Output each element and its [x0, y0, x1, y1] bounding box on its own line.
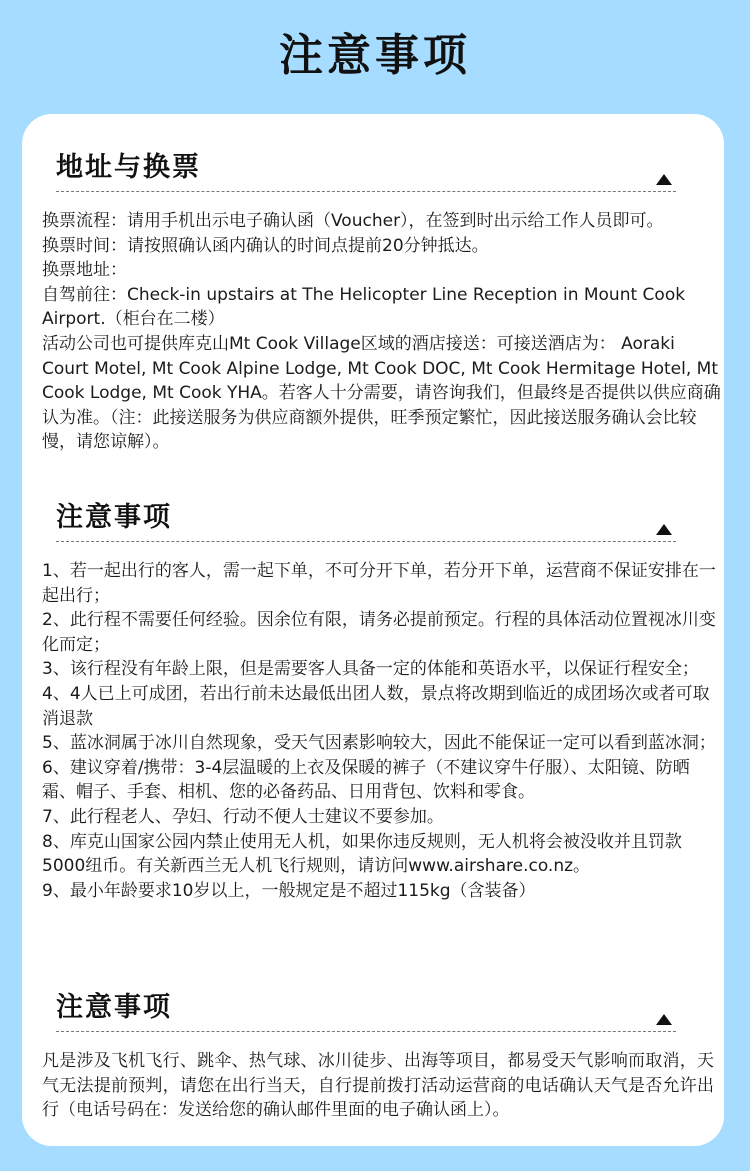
content-card: [22, 114, 724, 1146]
list-item: 6、建议穿着/携带：3-4层温暖的上衣及保暖的裤子（不建议穿牛仔服）、太阳镜、防晒霜、帽子、手套、相机、您的必备药品、日用背包、饮料和零食。: [42, 757, 690, 803]
paragraph: 活动公司也可提供库克山Mt Cook Village区域的酒店接送：可接送酒店为： Aoraki Court Motel, Mt Cook Alpine Lodge, Mt Cook DOC, Mt Cook Hermitage Hotel, Mt Cook Lodge, Mt Cook YHA。若客人十分需要，请咨询我们，但最终是否提供以供应商确认为准。（注：此接送服务为供应商额外提供，旺季预定繁忙，因此接送服务确认会比较慢，请您谅解）。: [42, 333, 721, 453]
section-title: 地址与换票: [56, 152, 201, 183]
list-item: 1、若一起出行的客人，需一起下单，不可分开下单，若分开下单，运营商不保证安排在一起出行；: [42, 561, 716, 606]
section-body: [42, 559, 722, 903]
list-item: 9、最小年龄要求10岁以上，一般规定是不超过115kg（含装备）: [42, 880, 536, 901]
paragraph: 自驾前往：Check-in upstairs at The Helicopter Line Reception in Mount Cook Airport.（柜台在二楼）: [42, 284, 686, 330]
list-item: 4、4人已上可成团，若出行前未达最低出团人数，景点将改期到临近的成团场次或者可取消退款: [42, 683, 710, 729]
section-title: 注意事项: [56, 992, 172, 1023]
page-title: 注意事项: [279, 30, 471, 81]
paragraph: 换票流程：请用手机出示电子确认函（Voucher），在签到时出示给工作人员即可。: [42, 211, 664, 231]
triangle-up-icon: [656, 1014, 672, 1025]
paragraph: 换票地址：: [42, 260, 127, 281]
section-title: 注意事项: [56, 502, 172, 533]
dashed-divider: [56, 541, 676, 542]
section-body: [42, 1049, 714, 1123]
paragraph: 换票时间：请按照确认函内确认的时间点提前20分钟抵达。: [42, 235, 489, 256]
list-item: 3、该行程没有年龄上限，但是需要客人具备一定的体能和英语水平，以保证行程安全；: [42, 659, 699, 680]
section-body: [42, 209, 722, 455]
paragraph: 凡是涉及飞机飞行、跳伞、热气球、冰川徒步、出海等项目，都易受天气影响而取消，天气无法提前预判，请您在出行当天，自行提前拨打活动运营商的电话确认天气是否允许出行（电话号码在：发送给您的确认邮件里面的电子确认函上）。: [42, 1051, 714, 1121]
list-item: 2、此行程不需要任何经验。因余位有限，请务必提前预定。行程的具体活动位置视冰川变化而定；: [42, 610, 716, 655]
list-item: 5、蓝冰洞属于冰川自然现象，受天气因素影响较大，因此不能保证一定可以看到蓝冰洞；: [42, 733, 716, 754]
triangle-up-icon: [656, 174, 672, 185]
list-item: 8、库克山国家公园内禁止使用无人机，如果你违反规则，无人机将会被没收并且罚款5000纽币。有关新西兰无人机飞行规则，请访问www.airshare.co.nz。: [42, 831, 682, 877]
triangle-up-icon: [656, 524, 672, 535]
dashed-divider: [56, 191, 676, 192]
dashed-divider: [56, 1031, 676, 1032]
list-item: 7、此行程老人、孕妇、行动不便人士建议不要参加。: [42, 806, 444, 827]
